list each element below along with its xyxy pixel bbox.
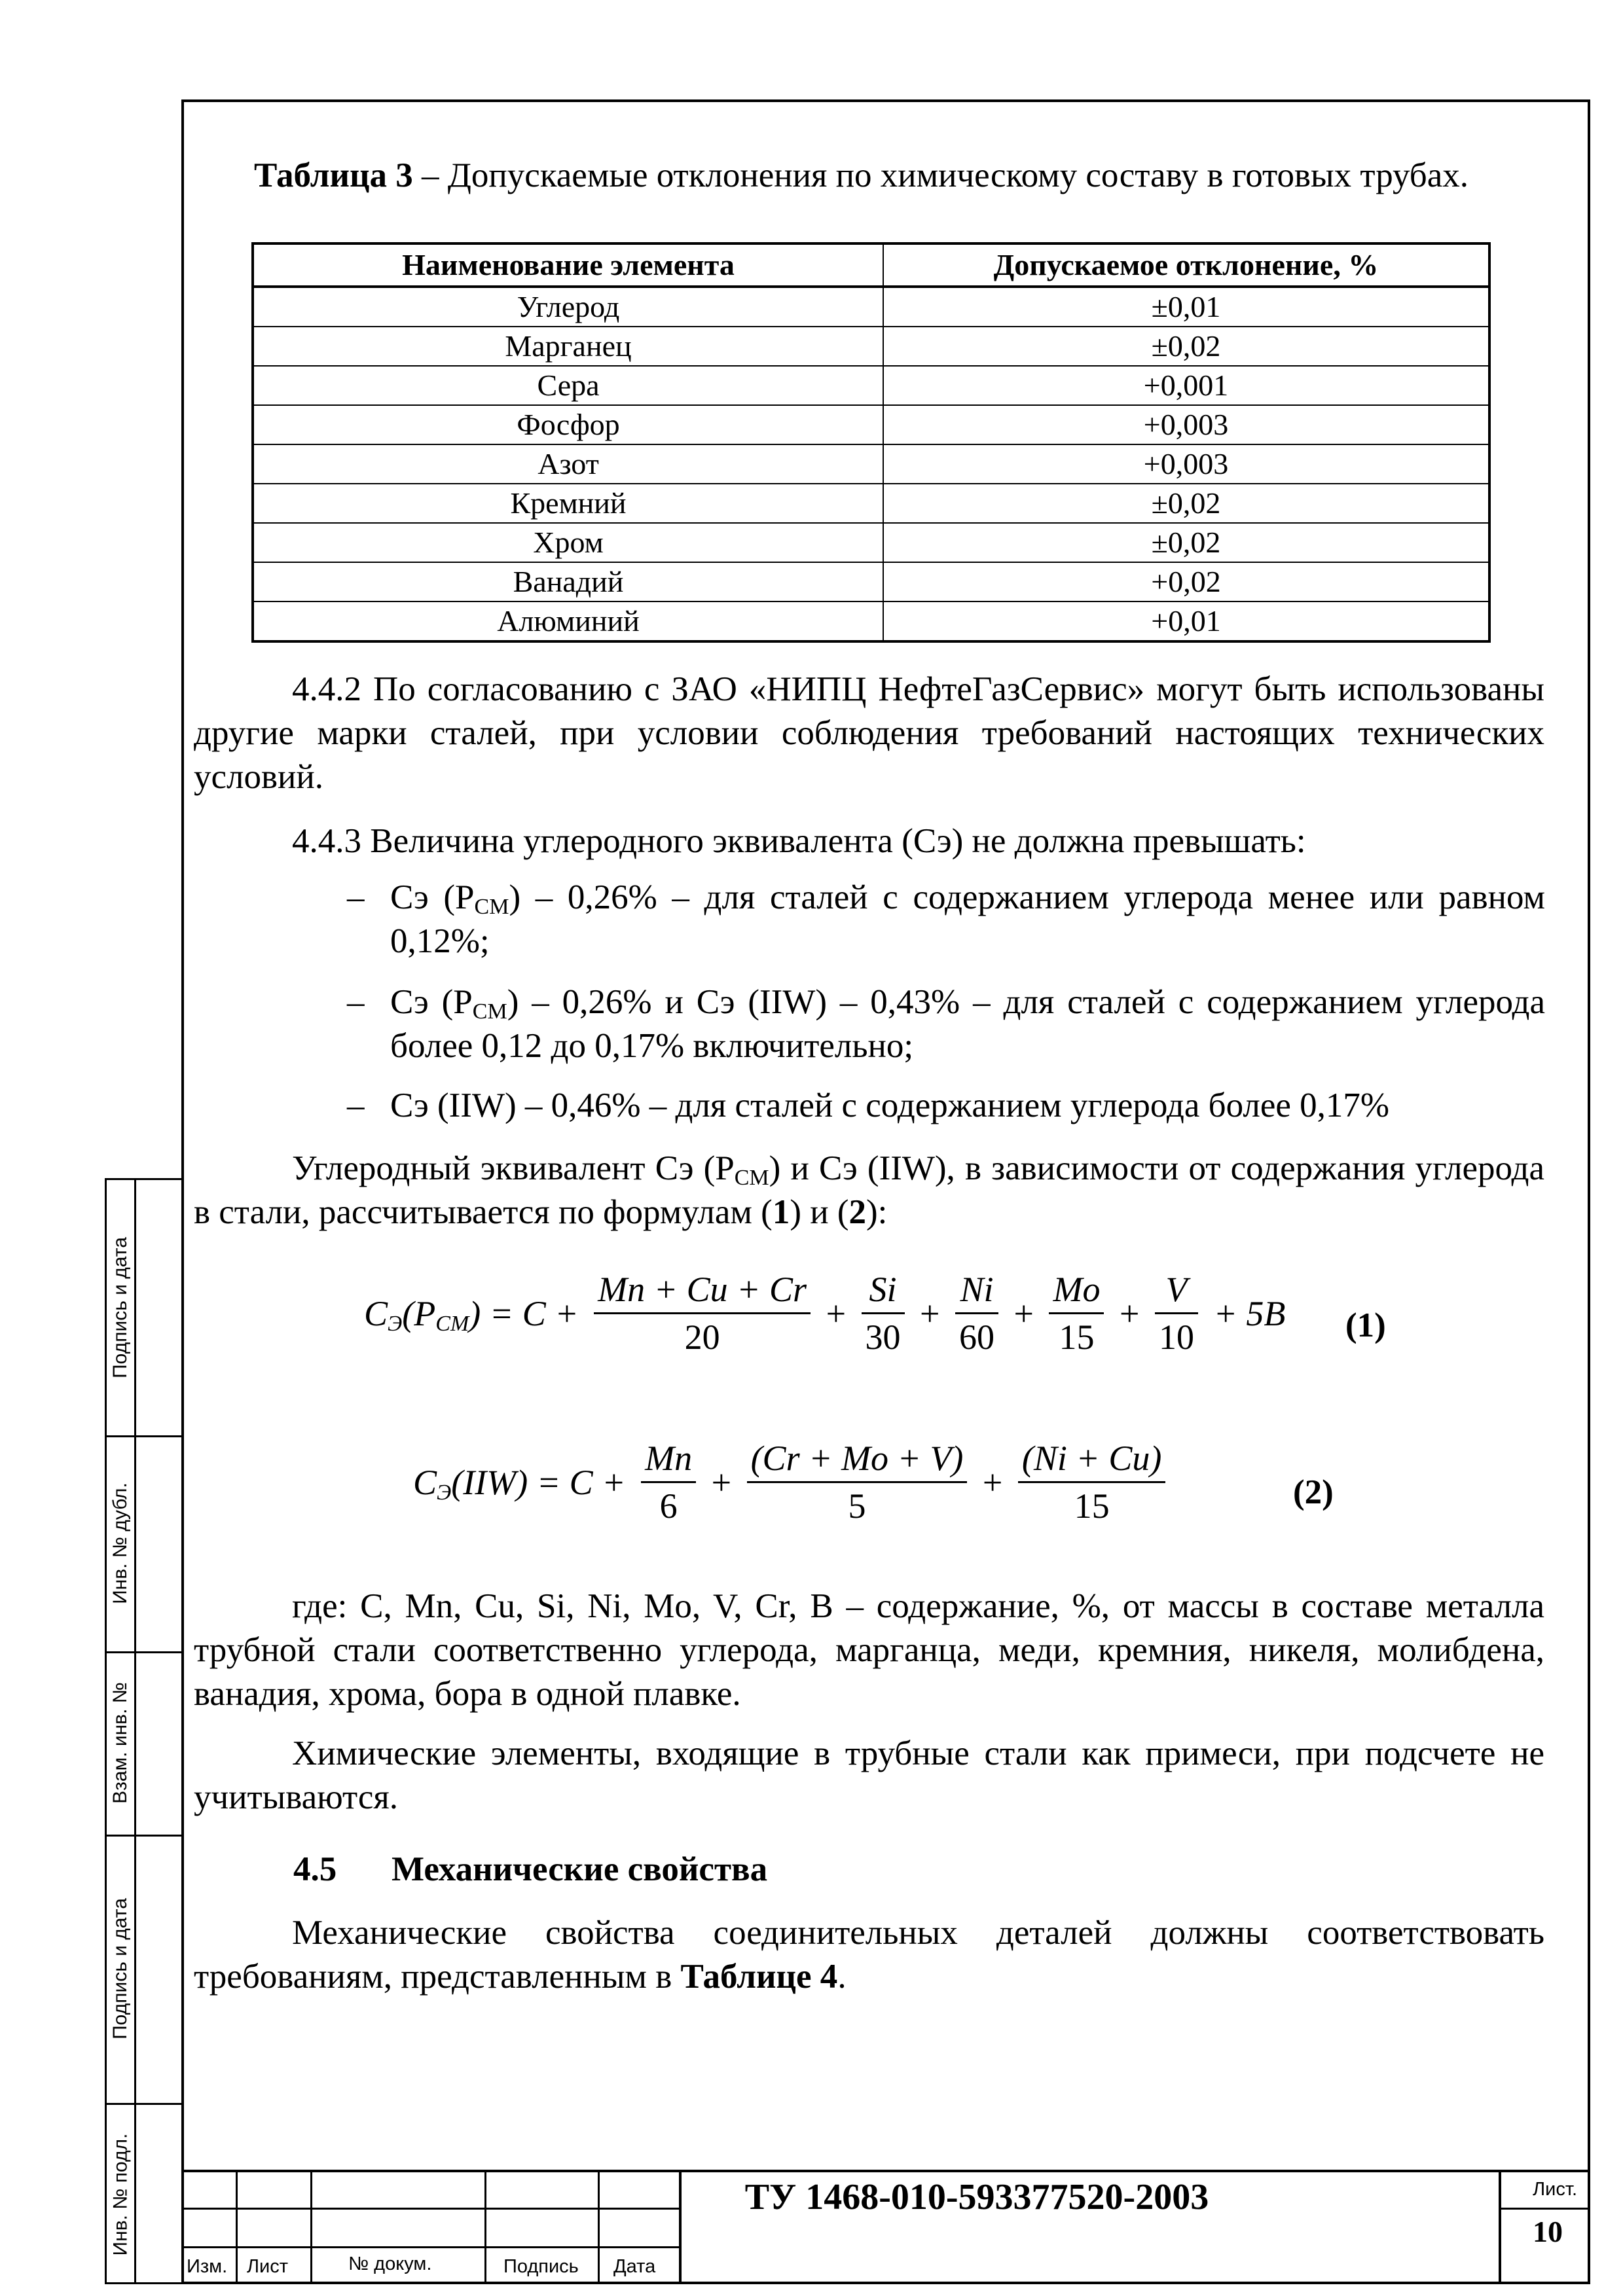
table-cell: ±0,02	[883, 327, 1489, 366]
stamp-signature-date-1: Подпись и дата	[109, 1237, 131, 1378]
table-cell: ±0,02	[883, 523, 1489, 562]
table-cell: +0,003	[883, 405, 1489, 444]
paragraph-impurities: Химические элементы, входящие в трубные стали как примеси, при подсчете не учитываются.	[194, 1734, 1544, 1816]
table-cell: Фосфор	[253, 405, 883, 444]
table-caption-label: Таблица 3	[254, 156, 413, 194]
sheet-number: 10	[1533, 2215, 1563, 2248]
table-row	[253, 601, 1489, 641]
table-cell: Сера	[253, 366, 883, 405]
stamp-signature-date-2: Подпись и дата	[109, 1898, 131, 2039]
table-cell: Углерод	[253, 287, 883, 327]
table-cell: +0,001	[883, 366, 1489, 405]
col-doc-label: № докум.	[348, 2253, 432, 2274]
stamp-inv-dubl: Инв. № дубл.	[109, 1482, 131, 1604]
table-header-deviation: Допускаемое отклонение, %	[883, 243, 1489, 287]
chemical-deviation-table	[251, 242, 1491, 643]
table-row	[253, 327, 1489, 366]
table-row	[253, 523, 1489, 562]
paragraph-mechanical: Механические свойства соединительных деталей должны соответствовать требованиям, представленным в Таблице 4.	[194, 1914, 1544, 1996]
paragraph-4-4-2: 4.4.2 По согласованию с ЗАО «НИПЦ НефтеГазСервис» могут быть использованы другие марки сталей, при условии соблюдения требований настоящих технических условий.	[194, 670, 1544, 796]
table-caption-text: – Допускаемые отклонения по химическому составу в готовых трубах.	[412, 156, 1469, 194]
table-cell: Азот	[253, 444, 883, 484]
stamp-inv-podl: Инв. № подл.	[109, 2133, 131, 2256]
formula-1-number: (1)	[1345, 1306, 1386, 1344]
paragraph-where: где: C, Mn, Cu, Si, Ni, Mo, V, Cr, B – содержание, %, от массы в составе металла трубной стали соответственно углерода, марганца, меди, кремния, никеля, молибдена, ванадия, хрома, бора в одной плавке.	[194, 1587, 1544, 1713]
table-row	[253, 562, 1489, 601]
table-row	[253, 405, 1489, 444]
table-cell: Хром	[253, 523, 883, 562]
formula-2: $C_Э(IIW) = C$ + $\frac{Mn}{6}$ + $\frac{(Cr + Mo + V)}{5}$ + $\frac{(Ni + Cu)}{15}$	[409, 1435, 1168, 1529]
list-item: – Сэ $(P_{CM}) - 0,26\%$ – для сталей с содержанием углерода менее или равном 0,12%;	[347, 878, 1545, 960]
table-cell: Марганец	[253, 327, 883, 366]
paragraph-4-4-3: 4.4.3 Величина углеродного эквивалента (Сэ) не должна превышать:	[292, 822, 1306, 860]
margin-stamp	[105, 1178, 181, 2284]
table-cell: +0,01	[883, 601, 1489, 641]
table-cell: +0,003	[883, 444, 1489, 484]
formula-2-number: (2)	[1293, 1473, 1334, 1511]
table-cell: Ванадий	[253, 562, 883, 601]
table-row	[253, 287, 1489, 327]
table-row	[253, 444, 1489, 484]
section-heading-4-5: 4.5 Механические свойства	[293, 1850, 768, 1888]
table-cell: ±0,02	[883, 484, 1489, 523]
table-row	[253, 484, 1489, 523]
col-list-label: Лист	[247, 2256, 289, 2277]
table-header-element: Наименование элемента	[253, 243, 883, 287]
col-izm-label: Изм.	[187, 2256, 228, 2277]
sheet-label: Лист.	[1533, 2179, 1577, 2200]
stamp-vzam-inv: Взам. инв. №	[109, 1682, 132, 1804]
formula-1: $C_Э(P_{CM}) = C$ + $\frac{Mn + Cu + Cr}{20}$ + $\frac{Si}{30}$ + $\frac{Ni}{60}$ + $\frac{Mo}{15}$ + $\frac{V}{10}$ + 5B	[360, 1266, 1289, 1360]
table-row	[253, 366, 1489, 405]
paragraph-carbon-equivalent: Углеродный эквивалент Сэ $(P_{CM})$ и Сэ (IIW), в зависимости от содержания углерода в стали, рассчитывается по формулам (1) и (2):	[194, 1149, 1545, 1231]
table-cell: ±0,01	[883, 287, 1489, 327]
table-cell: Алюминий	[253, 601, 883, 641]
col-date-label: Дата	[613, 2256, 656, 2277]
list-item: – Сэ $(P_{CM}) - 0,26\%$ и Сэ (IIW) – 0,43% – для сталей с содержанием углерода более 0,12 до 0,17% включительно;	[347, 983, 1545, 1065]
table-cell: +0,02	[883, 562, 1489, 601]
title-block	[181, 2170, 1590, 2284]
col-sign-label: Подпись	[503, 2256, 579, 2277]
document-code: ТУ 1468-010-593377520-2003	[744, 2177, 1209, 2217]
list-item: – Сэ (IIW) – 0,46% – для сталей с содержанием углерода более 0,17%	[347, 1086, 1390, 1124]
table-cell: Кремний	[253, 484, 883, 523]
table-caption	[254, 154, 1498, 196]
